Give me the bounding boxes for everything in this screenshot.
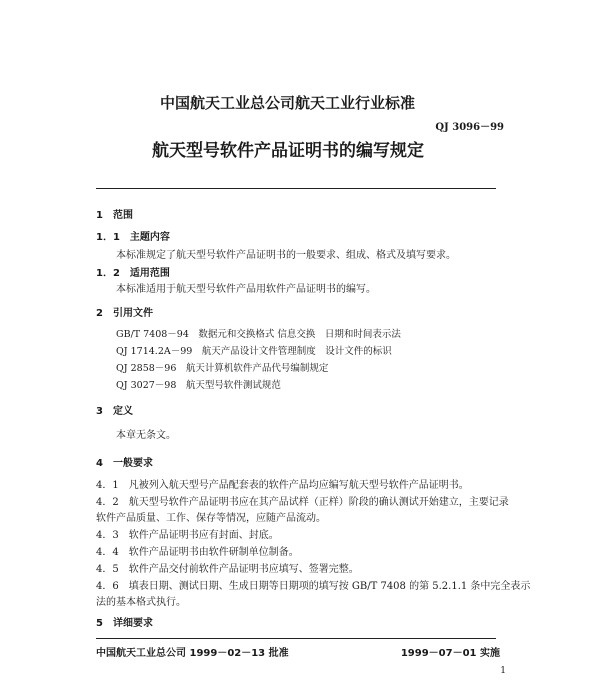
section-1-2-heading: 1．2 适用范围 — [96, 268, 170, 279]
document-title: 航天型号软件产品证明书的编写规定 — [152, 141, 424, 161]
header-rule — [96, 188, 496, 189]
standard-number: QJ 3096－99 — [435, 122, 504, 133]
section-1-1-heading: 1．1 主题内容 — [96, 232, 170, 243]
section-3-text: 本章无条文。 — [116, 430, 176, 441]
issuing-organization: 中国航天工业总公司航天工业行业标准 — [160, 94, 416, 112]
section-4-5-text: 4．5 软件产品交付前软件产品证明书应填写、签署完整。 — [96, 564, 359, 575]
section-3-heading: 3 定义 — [96, 406, 133, 417]
section-4-2-text: 4．2 航天型号软件产品证明书应在其产品试样（正样）阶段的确认测试开始建立，主要记录 — [96, 497, 509, 508]
section-4-6-text: 4．6 填表日期、测试日期、生成日期等日期项的填写按 GB/T 7408 的第 5.2.1.1 条中完全表示 — [96, 581, 531, 592]
section-4-3-text: 4．3 软件产品证明书应有封面、封底。 — [96, 530, 279, 541]
page-number: 1 — [500, 666, 506, 676]
section-4-1-text: 4．1 凡被列入航天型号产品配套表的软件产品均应编写航天型号软件产品证明书。 — [96, 480, 469, 491]
reference-item: QJ 2858－96 航天计算机软件产品代号编制规定 — [116, 363, 329, 374]
section-5-heading: 5 详细要求 — [96, 618, 153, 629]
section-1-1-text: 本标准规定了航天型号软件产品证明书的一般要求、组成、格式及填写要求。 — [116, 250, 456, 261]
section-4-heading: 4 一般要求 — [96, 458, 153, 469]
footer-rule — [96, 638, 496, 639]
section-4-2-text-cont: 软件产品质量、工作、保存等情况，应随产品流动。 — [96, 513, 326, 524]
section-4-6-text-cont: 法的基本格式执行。 — [96, 597, 186, 608]
section-1-2-text: 本标准适用于航天型号软件产品用软件产品证明书的编写。 — [116, 284, 376, 295]
approval-date: 中国航天工业总公司 1999－02－13 批准 — [96, 648, 289, 659]
reference-item: GB/T 7408－94 数据元和交换格式 信息交换 日期和时间表示法 — [116, 329, 401, 340]
reference-item: QJ 3027－98 航天型号软件测试规范 — [116, 380, 281, 391]
reference-item: QJ 1714.2A－99 航天产品设计文件管理制度 设计文件的标识 — [116, 346, 392, 357]
effective-date: 1999－07－01 实施 — [400, 648, 500, 659]
section-2-heading: 2 引用文件 — [96, 308, 153, 319]
section-4-4-text: 4．4 软件产品证明书由软件研制单位制备。 — [96, 547, 299, 558]
section-1-heading: 1 范围 — [96, 210, 133, 221]
